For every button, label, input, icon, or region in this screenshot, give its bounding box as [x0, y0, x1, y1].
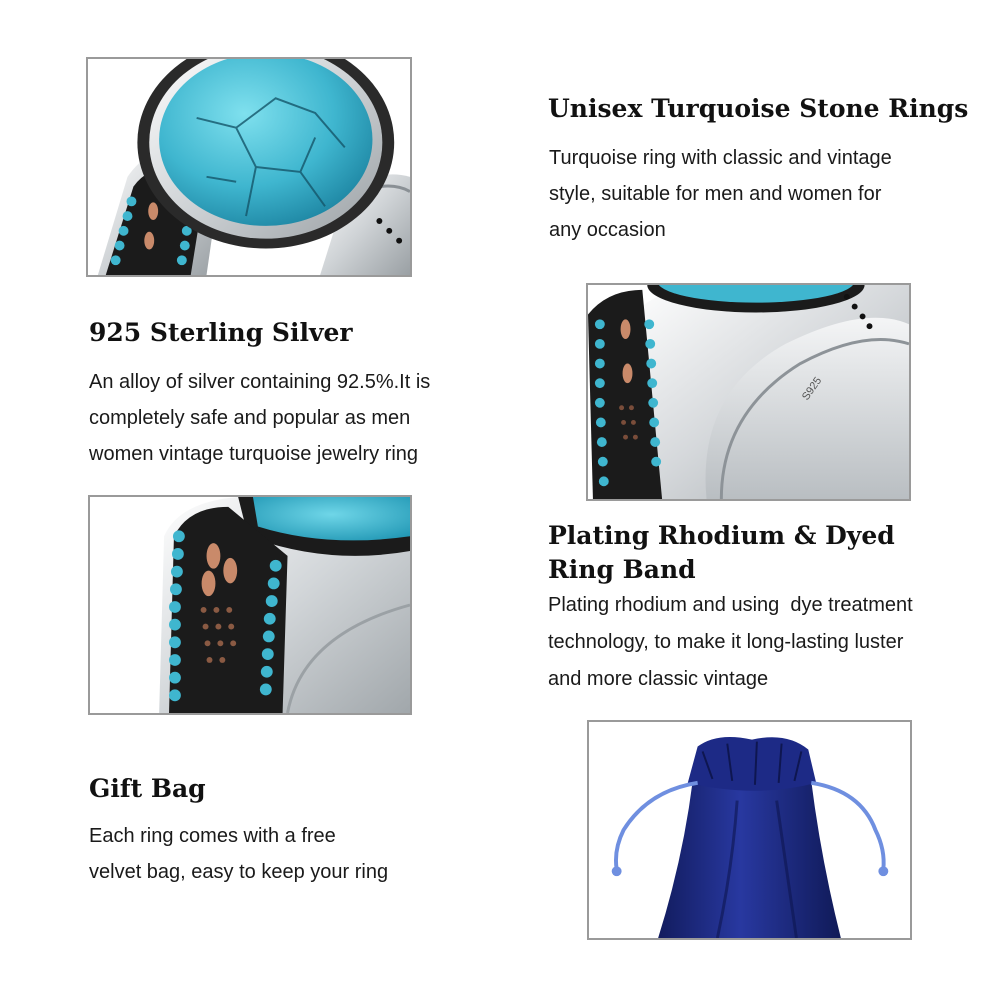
description-line: Each ring comes with a free [89, 825, 336, 847]
section-description-turquoise-rings [549, 140, 969, 248]
description-line: completely safe and popular as men [89, 407, 411, 429]
description-line: velvet bag, easy to keep your ring [89, 861, 389, 883]
description-line: and more classic vintage [548, 668, 769, 690]
section-description-plating-rhodium [548, 587, 978, 698]
ring-band-illustration [588, 285, 909, 499]
ring-side-detail-image [88, 495, 412, 715]
description-line: Plating rhodium and using dye treatment [548, 594, 913, 616]
section-title-plating-rhodium [548, 519, 968, 587]
section-title-sterling-silver: 925 Sterling Silver [89, 318, 353, 347]
gift-bag-illustration [589, 722, 910, 938]
description-line: An alloy of silver containing 92.5%.It is [89, 371, 431, 393]
section-title-gift-bag: Gift Bag [89, 774, 206, 803]
description-line: any occasion [549, 219, 666, 241]
title-line: Ring Band [548, 555, 696, 584]
ring-stone-illustration [88, 59, 410, 275]
section-description-gift-bag [89, 818, 489, 890]
velvet-gift-bag-image [587, 720, 912, 940]
ring-stone-closeup-image [86, 57, 412, 277]
ring-band-inside-image [586, 283, 911, 501]
title-line: Plating Rhodium & Dyed [548, 521, 895, 550]
description-line: women vintage turquoise jewelry ring [89, 443, 419, 465]
ring-side-illustration [90, 497, 410, 713]
section-title-turquoise-rings: Unisex Turquoise Stone Rings [548, 94, 969, 123]
description-line: Turquoise ring with classic and vintage [549, 147, 892, 169]
section-description-sterling-silver [89, 364, 509, 472]
ring-stamp-text: S925 [799, 375, 825, 403]
description-line: style, suitable for men and women for [549, 183, 882, 205]
description-line: technology, to make it long-lasting luster [548, 631, 904, 653]
